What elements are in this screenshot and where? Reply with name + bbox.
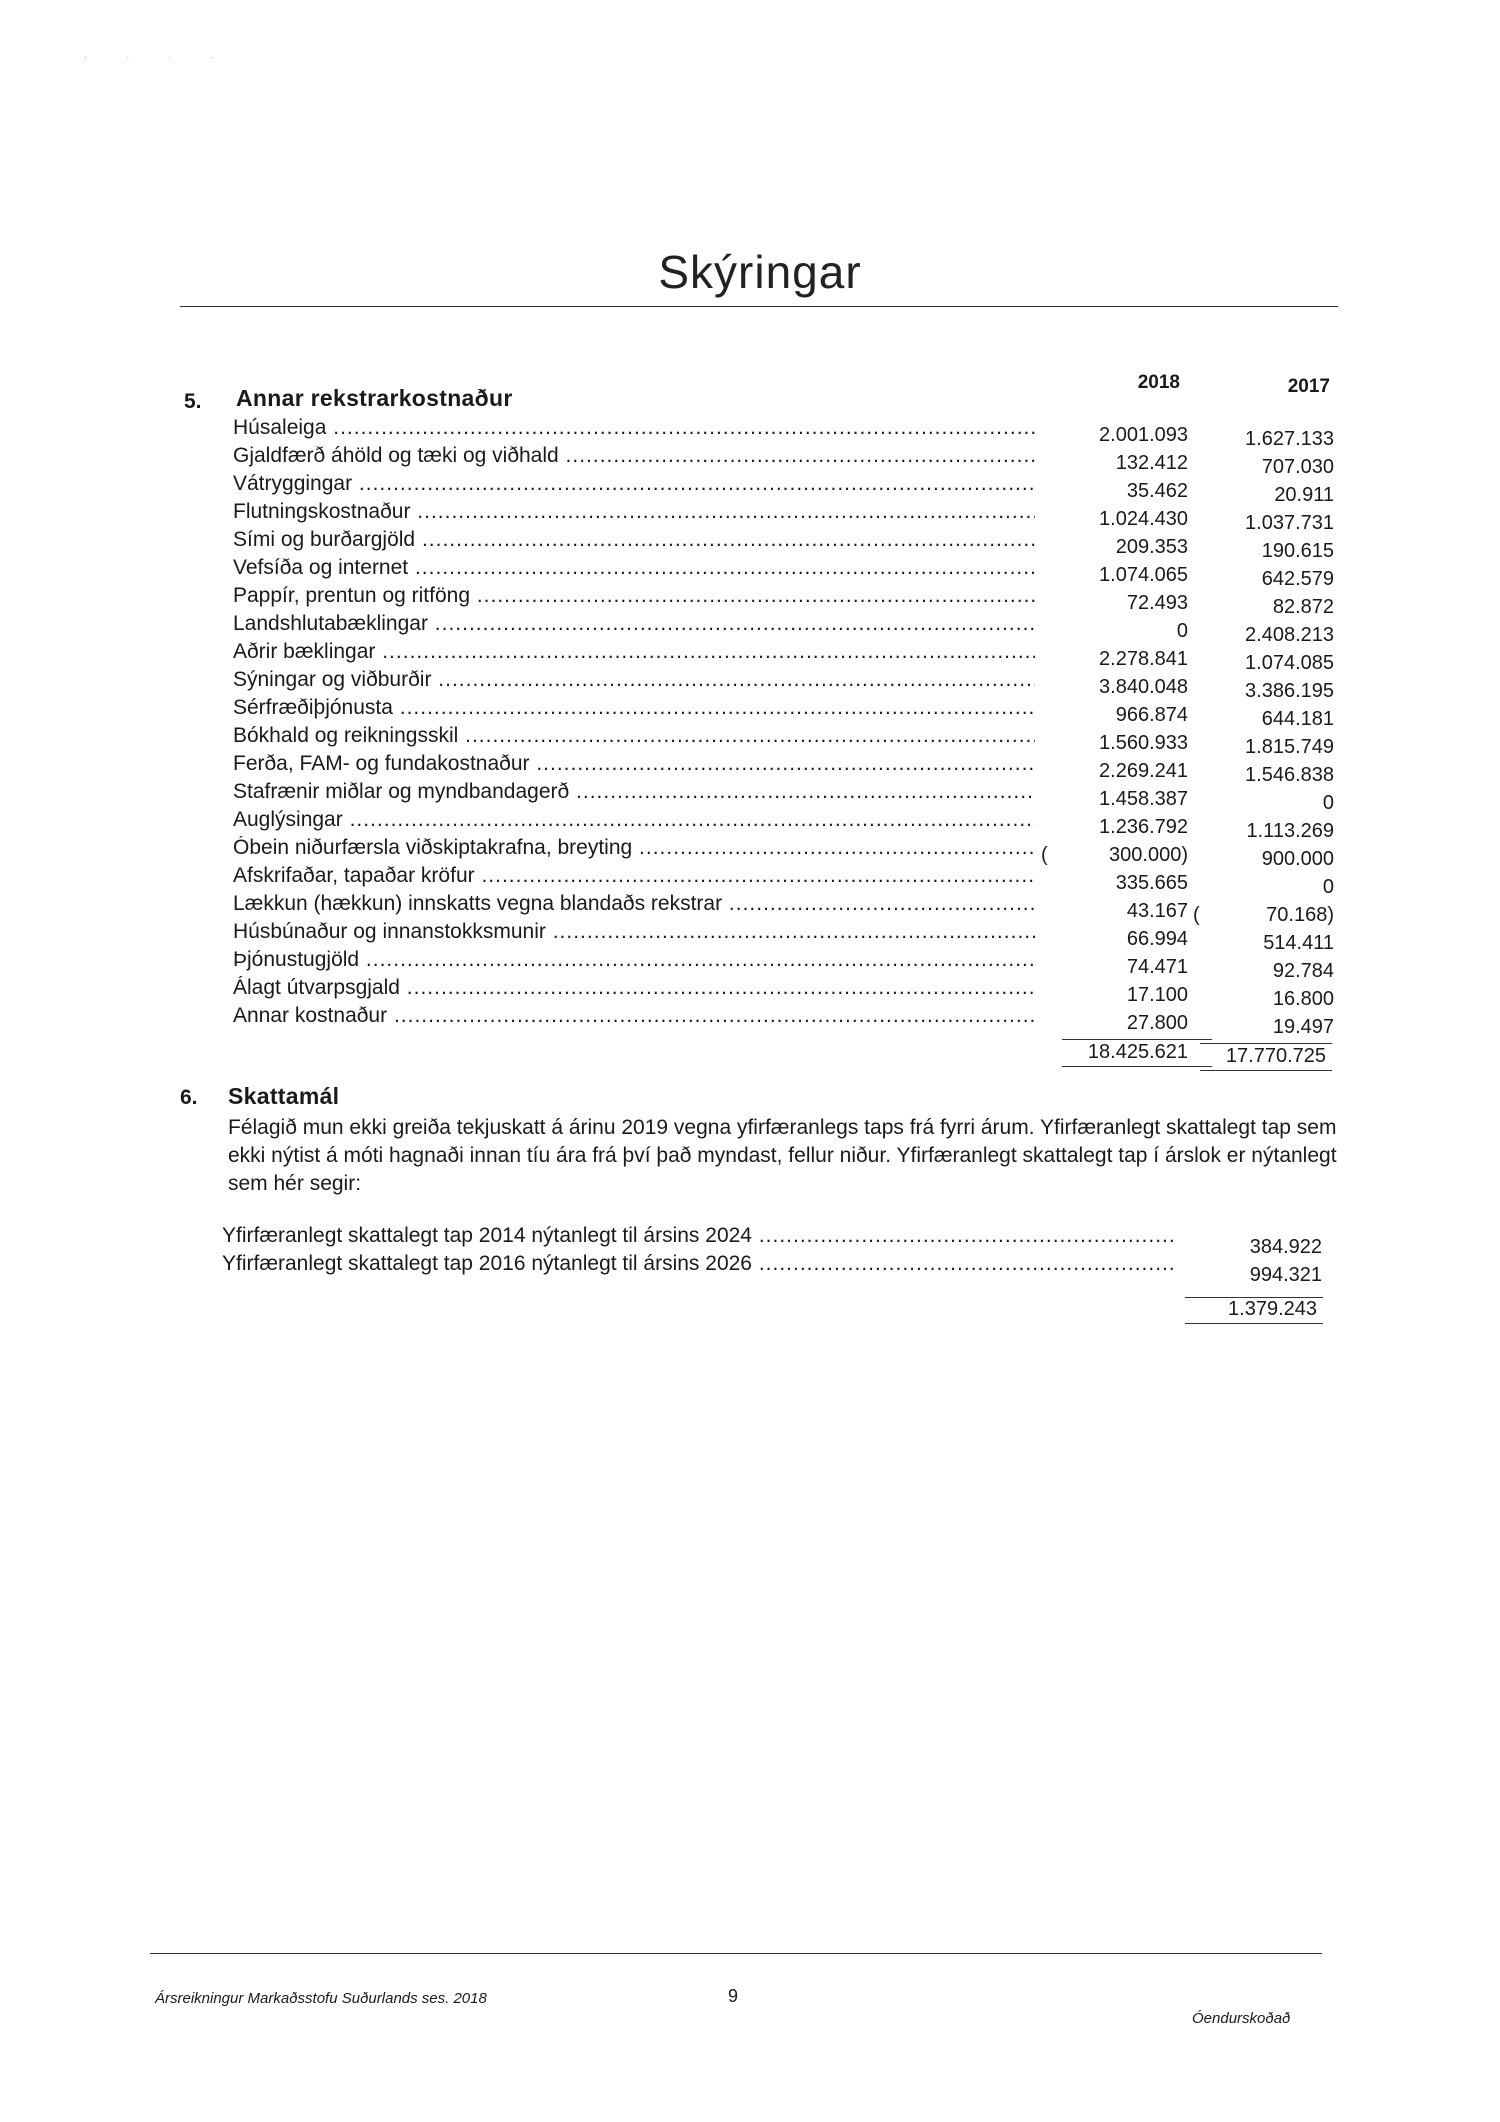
value-2017: 514.411 — [1263, 932, 1334, 954]
value-2017: 20.911 — [1274, 484, 1334, 506]
row-label: Afskrifaðar, tapaðar kröfur ..... — [233, 864, 1035, 888]
value-2018: 72.493 — [1126, 592, 1188, 614]
value-2018: 300.000) — [1109, 844, 1188, 866]
value-2017: 92.784 — [1272, 960, 1334, 982]
row-label: Húsbúnaður og innanstokksmunir ..... — [233, 920, 1035, 944]
note-6-title: Skattamál — [228, 1083, 340, 1109]
row-label: Óbein niðurfærsla viðskiptakrafna, breyting ..... — [233, 836, 1035, 860]
value-2017: 19.497 — [1272, 1016, 1334, 1038]
value-2018: 2.001.093 — [1099, 424, 1188, 446]
value-2017: 3.386.195 — [1245, 680, 1334, 702]
value-2018: 74.471 — [1126, 956, 1188, 978]
value-2017: 190.615 — [1261, 540, 1334, 562]
value-2018: 35.462 — [1126, 480, 1188, 502]
tax-total-bottom-rule — [1185, 1323, 1323, 1324]
row-label: Sýningar og viðburðir ..... — [233, 668, 1035, 692]
value-2017: 2.408.213 — [1245, 624, 1334, 646]
value-2017: 1.037.731 — [1245, 512, 1334, 534]
total-top-rule-2018 — [1062, 1039, 1212, 1040]
row-label: Lækkun (hækkun) innskatts vegna blandaðs rekstrar ..... — [233, 892, 1035, 916]
total-bottom-rule-2017 — [1200, 1070, 1332, 1071]
row-label: Aðrir bæklingar ..... — [233, 640, 1035, 664]
value-2018: 3.840.048 — [1099, 676, 1188, 698]
note-5-title: Annar rekstrarkostnaður — [236, 385, 513, 411]
value-2018: 1.074.065 — [1099, 564, 1188, 586]
note-5-number: 5. — [184, 390, 202, 413]
scan-artifact: · · · · — [84, 52, 232, 63]
note-6-paragraph: Félagið mun ekki greiða tekjuskatt á árinu 2019 vegna yfirfæranlegs taps frá fyrri árum. Yfirfæranlegt skattalegt tap sem ekki nýtist á móti hagnaði innan tíu ára frá því það myndast, fellur niður. Yfirfæranlegt skattalegt tap í árslok er nýtanlegt sem hér segir: — [228, 1116, 1337, 1195]
value-2017: 900.000 — [1261, 848, 1334, 870]
value-2017: 707.030 — [1261, 456, 1334, 478]
row-label: Flutningskostnaður ..... — [233, 500, 1035, 524]
row-label: Annar kostnaður ..... — [233, 1004, 1035, 1028]
value-2017: 644.181 — [1261, 708, 1334, 730]
value-2017: 1.627.133 — [1245, 428, 1334, 450]
row-label: Pappír, prentun og ritföng ..... — [233, 584, 1035, 608]
total-top-rule-2017 — [1200, 1043, 1332, 1044]
value-2018: 0 — [1176, 620, 1188, 642]
value-2018: 66.994 — [1126, 928, 1188, 950]
value-2017: 70.168) — [1266, 904, 1334, 926]
row-label: Sérfræðiþjónusta ..... — [233, 696, 1035, 720]
total-bottom-rule-2018 — [1062, 1066, 1212, 1067]
footer-audit-status: Óendurskoðað — [1192, 2010, 1291, 2027]
footer-rule — [150, 1953, 1322, 1954]
value-2018: 1.236.792 — [1099, 816, 1188, 838]
value-2017: 16.800 — [1272, 988, 1334, 1010]
total-2017: 17.770.725 — [1225, 1045, 1326, 1067]
row-label: Yfirfæranlegt skattalegt tap 2014 nýtanlegt til ársins 2024 ..... — [222, 1224, 1177, 1248]
row-label: Vefsíða og internet ..... — [233, 556, 1035, 580]
tax-total: 1.379.243 — [1228, 1298, 1317, 1320]
row-value: 994.321 — [1249, 1264, 1322, 1286]
value-2017: 1.546.838 — [1245, 764, 1334, 786]
row-label: Álagt útvarpsgjald ..... — [233, 976, 1035, 1000]
paren-open: ( — [1041, 844, 1048, 866]
total-2018: 18.425.621 — [1087, 1041, 1188, 1063]
row-value: 384.922 — [1249, 1236, 1322, 1258]
page-title: Skýringar — [658, 246, 862, 298]
page-number: 9 — [728, 1986, 739, 2006]
value-2018: 2.269.241 — [1099, 760, 1188, 782]
value-2018: 966.874 — [1115, 704, 1188, 726]
value-2018: 1.024.430 — [1099, 508, 1188, 530]
row-label: Bókhald og reikningsskil ..... — [233, 724, 1035, 748]
row-label: Þjónustugjöld ..... — [233, 948, 1035, 972]
value-2017: 1.074.085 — [1245, 652, 1334, 674]
row-label: Sími og burðargjöld ..... — [233, 528, 1035, 552]
column-header-2017: 2017 — [1287, 376, 1330, 397]
column-header-2018: 2018 — [1137, 372, 1180, 393]
value-2018: 27.800 — [1126, 1012, 1188, 1034]
row-label: Yfirfæranlegt skattalegt tap 2016 nýtanlegt til ársins 2026 ..... — [222, 1252, 1177, 1276]
value-2018: 43.167 — [1126, 900, 1188, 922]
value-2018: 1.458.387 — [1099, 788, 1188, 810]
value-2017: 82.872 — [1272, 596, 1334, 618]
row-label: Gjaldfærð áhöld og tæki og viðhald ..... — [233, 444, 1035, 468]
value-2018: 132.412 — [1115, 452, 1188, 474]
row-label: Auglýsingar ..... — [233, 808, 1035, 832]
value-2018: 1.560.933 — [1099, 732, 1188, 754]
row-label: Ferða, FAM- og fundakostnaður ..... — [233, 752, 1035, 776]
title-rule — [180, 306, 1338, 307]
value-2018: 209.353 — [1115, 536, 1188, 558]
value-2017: 1.113.269 — [1246, 820, 1334, 842]
row-label: Stafrænir miðlar og myndbandagerð ..... — [233, 780, 1035, 804]
row-label: Vátryggingar ..... — [233, 472, 1035, 496]
value-2018: 335.665 — [1115, 872, 1188, 894]
value-2017: 642.579 — [1261, 568, 1334, 590]
value-2018: 2.278.841 — [1099, 648, 1188, 670]
note-6-number: 6. — [180, 1086, 198, 1109]
value-2017: 0 — [1322, 876, 1334, 898]
row-label: Húsaleiga ..... — [233, 416, 1035, 440]
paren-open: ( — [1193, 904, 1200, 926]
value-2017: 1.815.749 — [1245, 736, 1334, 758]
row-label: Landshlutabæklingar ..... — [233, 612, 1035, 636]
value-2018: 17.100 — [1126, 984, 1188, 1006]
footer-report-name: Ársreikningur Markaðsstofu Suðurlands ses. 2018 — [155, 1990, 487, 2007]
value-2017: 0 — [1322, 792, 1334, 814]
